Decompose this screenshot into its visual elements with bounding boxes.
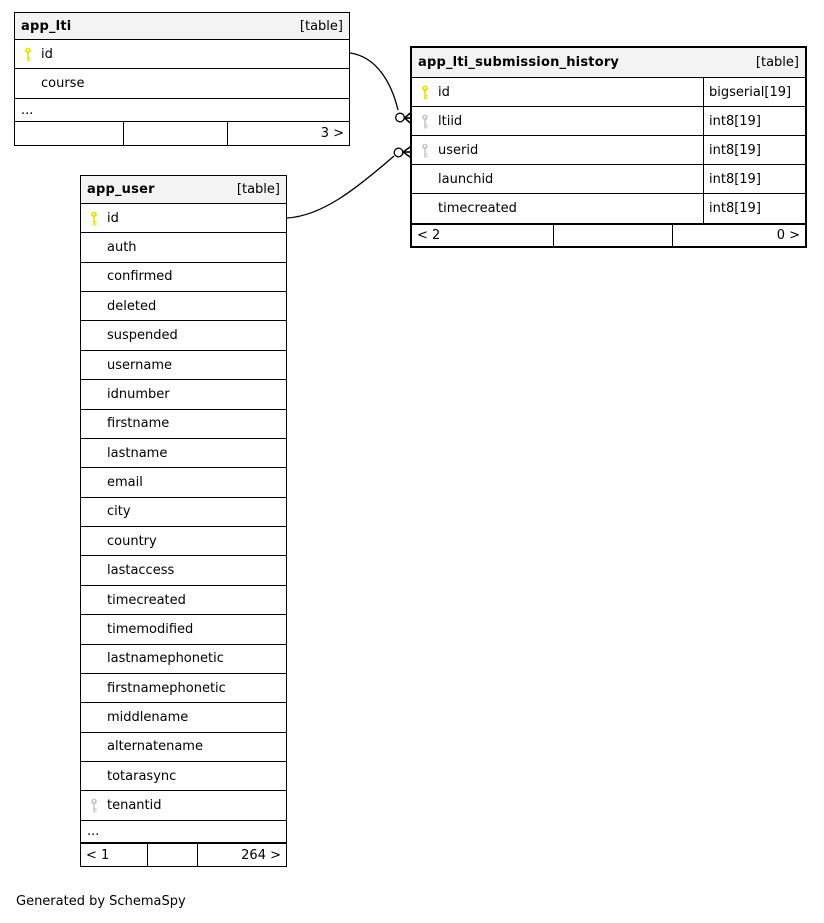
table-name[interactable]: app_user	[87, 181, 155, 197]
table-type-badge: [table]	[236, 181, 280, 197]
parents-count: < 1	[86, 847, 110, 863]
column-name: lastnamephonetic	[107, 651, 224, 667]
column-row	[81, 233, 286, 262]
table-app-user[interactable]	[80, 175, 287, 867]
footer-middle-cell	[123, 122, 227, 145]
parents-count: < 2	[417, 228, 441, 243]
zero-one-circle	[396, 113, 405, 122]
children-count: 3 >	[227, 122, 349, 145]
table-footer	[412, 224, 805, 246]
column-name: totarasync	[107, 768, 177, 784]
table-type-badge: [table]	[299, 18, 343, 34]
table-header	[15, 13, 349, 40]
table-type-badge: [table]	[755, 55, 799, 70]
column-name: confirmed	[107, 269, 173, 285]
column-row	[81, 791, 286, 820]
column-row	[81, 410, 286, 439]
column-name: lastaccess	[107, 563, 175, 579]
column-name: userid	[438, 142, 479, 158]
column-row	[81, 556, 286, 585]
column-row	[81, 762, 286, 791]
column-type: int8[19]	[703, 107, 805, 135]
column-row	[15, 40, 349, 69]
column-name: auth	[107, 240, 137, 256]
column-row	[81, 468, 286, 497]
children-count: 264 >	[197, 844, 286, 866]
column-name: suspended	[107, 328, 178, 344]
table-footer	[15, 122, 349, 145]
column-row	[81, 263, 286, 292]
column-name: username	[107, 357, 172, 373]
foreign-key-icon	[89, 797, 107, 814]
column-name: id	[438, 84, 450, 100]
table-app-lti[interactable]	[14, 12, 350, 146]
column-name: country	[107, 533, 157, 549]
column-name: course	[41, 76, 85, 91]
column-name: timemodified	[107, 621, 194, 637]
column-name: firstnamephonetic	[107, 680, 226, 696]
column-row	[81, 586, 286, 615]
column-name: deleted	[107, 298, 157, 314]
column-name: city	[107, 504, 131, 520]
table-footer	[81, 843, 286, 866]
more-columns-ellipsis: ...	[15, 99, 349, 122]
column-row	[81, 292, 286, 321]
column-name: id	[107, 210, 119, 226]
column-name: launchid	[438, 171, 494, 187]
column-name: lastname	[107, 445, 168, 461]
column-row	[81, 498, 286, 527]
column-row	[412, 165, 805, 194]
foreign-key-icon	[420, 142, 438, 159]
column-row	[412, 107, 805, 136]
column-name: ltiid	[438, 113, 463, 129]
column-row	[81, 321, 286, 350]
column-row	[81, 527, 286, 556]
table-header	[81, 176, 286, 204]
generator-credit: Generated by SchemaSpy	[16, 894, 186, 909]
edge-app-user-to-userid	[287, 146, 412, 218]
column-row	[412, 194, 805, 224]
column-row	[15, 69, 349, 99]
column-row	[81, 204, 286, 233]
column-name: middlename	[107, 710, 189, 726]
column-name: timecreated	[107, 592, 186, 608]
column-type: bigserial[19]	[703, 78, 805, 106]
column-row	[81, 380, 286, 409]
column-row	[412, 78, 805, 107]
column-name: tenantid	[107, 798, 162, 814]
edge-app-lti-to-ltiid	[350, 53, 412, 124]
column-row	[81, 351, 286, 380]
column-name: alternatename	[107, 739, 203, 755]
more-columns-ellipsis: ...	[81, 821, 286, 843]
column-row	[81, 439, 286, 468]
table-name[interactable]: app_lti	[21, 18, 72, 34]
primary-key-icon	[23, 46, 41, 63]
column-name: id	[41, 46, 53, 62]
table-name[interactable]: app_lti_submission_history	[418, 55, 620, 70]
primary-key-icon	[420, 84, 438, 101]
column-type: int8[19]	[703, 165, 805, 193]
zero-one-circle	[394, 148, 403, 157]
parents-count	[15, 122, 123, 145]
table-app-lti-submission-history[interactable]	[410, 46, 807, 248]
column-name: timecreated	[438, 201, 517, 216]
column-type: int8[19]	[703, 136, 805, 164]
column-name: firstname	[107, 416, 170, 432]
foreign-key-icon	[420, 113, 438, 130]
footer-middle-cell	[553, 225, 672, 246]
primary-key-icon	[89, 210, 107, 227]
column-row	[81, 674, 286, 703]
column-row	[81, 645, 286, 674]
column-row	[412, 136, 805, 165]
footer-middle-cell	[147, 844, 197, 866]
children-count: 0 >	[672, 225, 805, 246]
column-row	[81, 703, 286, 732]
column-type: int8[19]	[703, 194, 805, 223]
column-name: email	[107, 475, 143, 491]
column-row	[81, 733, 286, 762]
column-row	[81, 615, 286, 644]
column-name: idnumber	[107, 386, 170, 402]
table-header	[412, 48, 805, 78]
